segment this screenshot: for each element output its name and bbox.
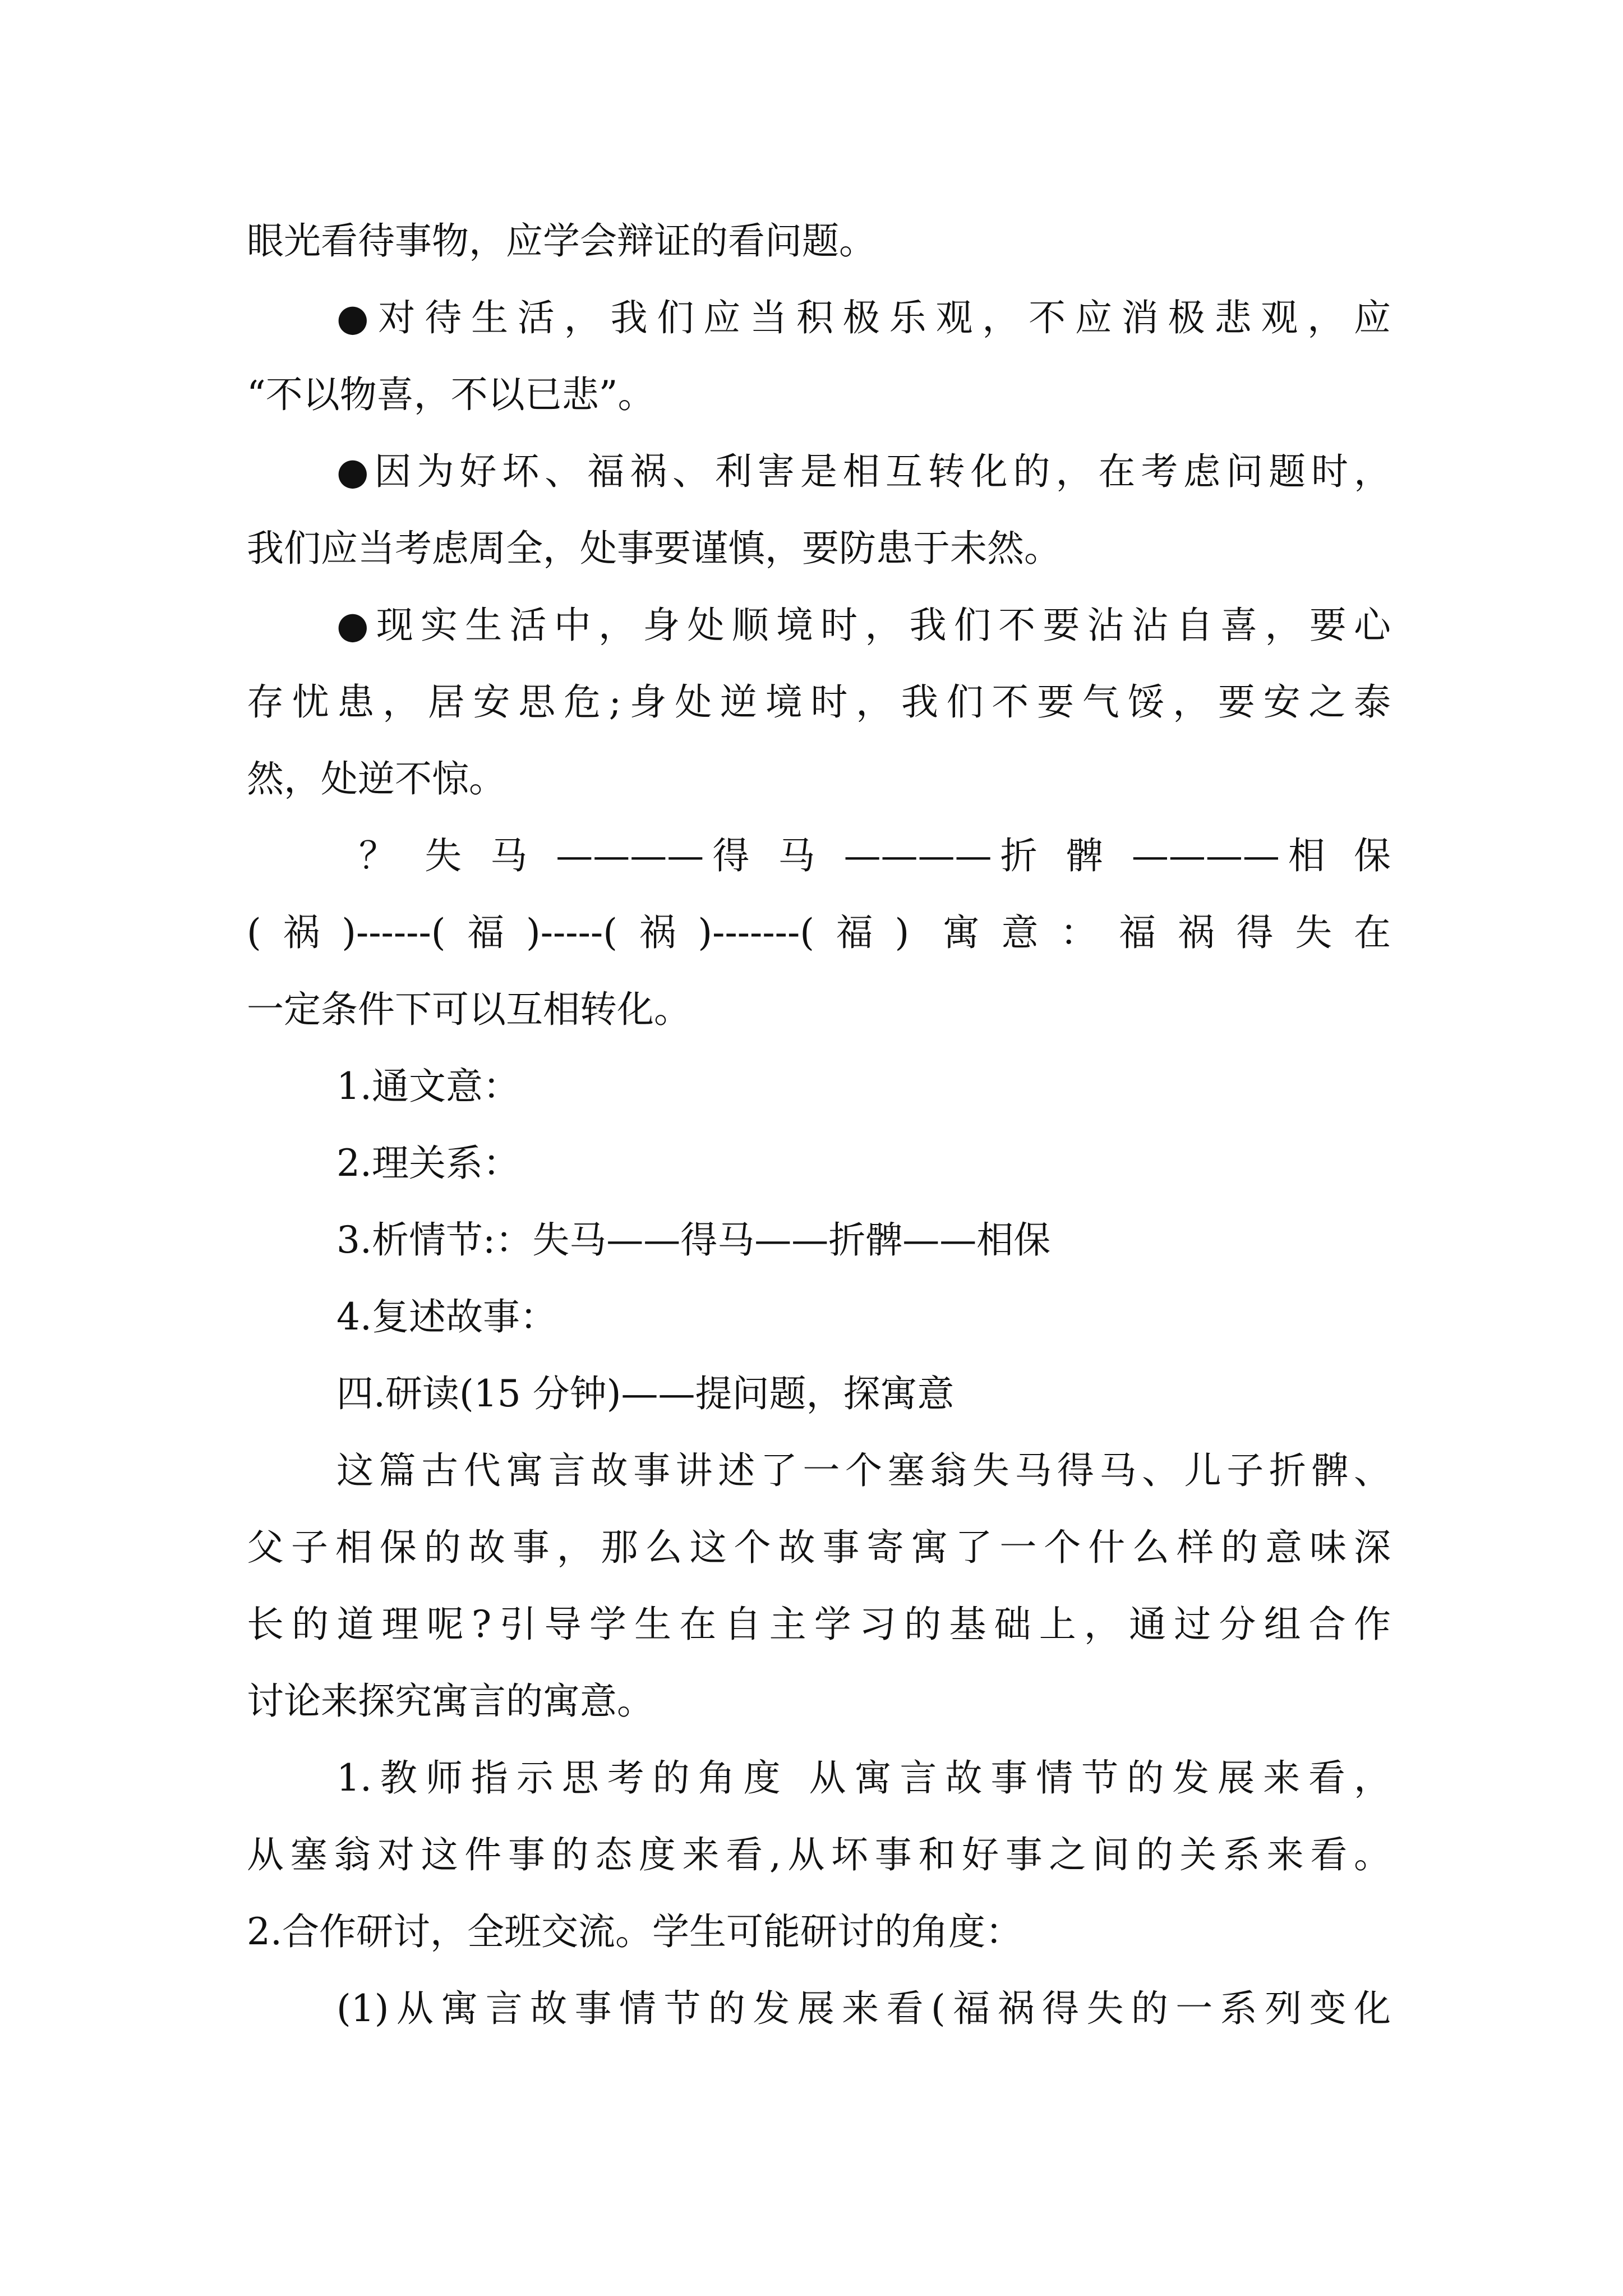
paragraph-line: ●因为好坏、福祸、利害是相互转化的，在考虑问题时， [336,450,1391,493]
paragraph-line: ●现实生活中，身处顺境时，我们不要沾沾自喜，要心 [336,604,1391,647]
paragraph-line: ●对待生活，我们应当积极乐观，不应消极悲观，应 [336,296,1391,339]
section-heading: 四.研读(15 分钟)——提问题，探寓意 [336,1372,955,1415]
paragraph-line: 父子相保的故事，那么这个故事寄寓了一个什么样的意味深 [247,1526,1391,1569]
list-item: 4.复述故事： [336,1295,557,1338]
paragraph-line: 从塞翁对这件事的态度来看,从坏事和好事之间的关系来看。 [247,1833,1391,1876]
paragraph-line: 2.合作研讨，全班交流。学生可能研讨的角度： [247,1910,1022,1953]
paragraph-line: “不以物喜，不以已悲”。 [247,373,655,416]
paragraph-line: 长的道理呢?引导学生在自主学习的基础上，通过分组合作 [247,1603,1391,1646]
paragraph-line: 1.教师指示思考的角度 从寓言故事情节的发展来看， [336,1756,1391,1800]
paragraph-line: 一定条件下可以互相转化。 [247,988,691,1031]
paragraph-line: 我们应当考虑周全，处事要谨慎，要防患于未然。 [247,527,1061,570]
paragraph-line: 眼光看待事物，应学会辩证的看问题。 [247,219,876,263]
paragraph-line: (1)从寓言故事情节的发展来看(福祸得失的一系列变化 [336,1987,1391,2030]
paragraph-line: (祸)------(福)-----(祸)-------(福) 寓意：福祸得失在 [247,911,1391,954]
list-item: 1.通文意： [336,1065,520,1108]
paragraph-line: 讨论来探究寓言的寓意。 [247,1680,654,1723]
paragraph-line: ？ 失 马 ————得 马 ————折 髀 ————相 保 [359,834,1391,877]
paragraph-line: 然，处逆不惊。 [247,757,506,800]
paragraph-line: 这篇古代寓言故事讲述了一个塞翁失马得马、儿子折髀、 [336,1449,1391,1492]
list-item: 3.析情节:：失马——得马——折髀——相保 [336,1218,1051,1262]
paragraph-line: 存忧患，居安思危;身处逆境时，我们不要气馁，要安之泰 [247,680,1391,724]
list-item: 2.理关系： [336,1142,520,1185]
